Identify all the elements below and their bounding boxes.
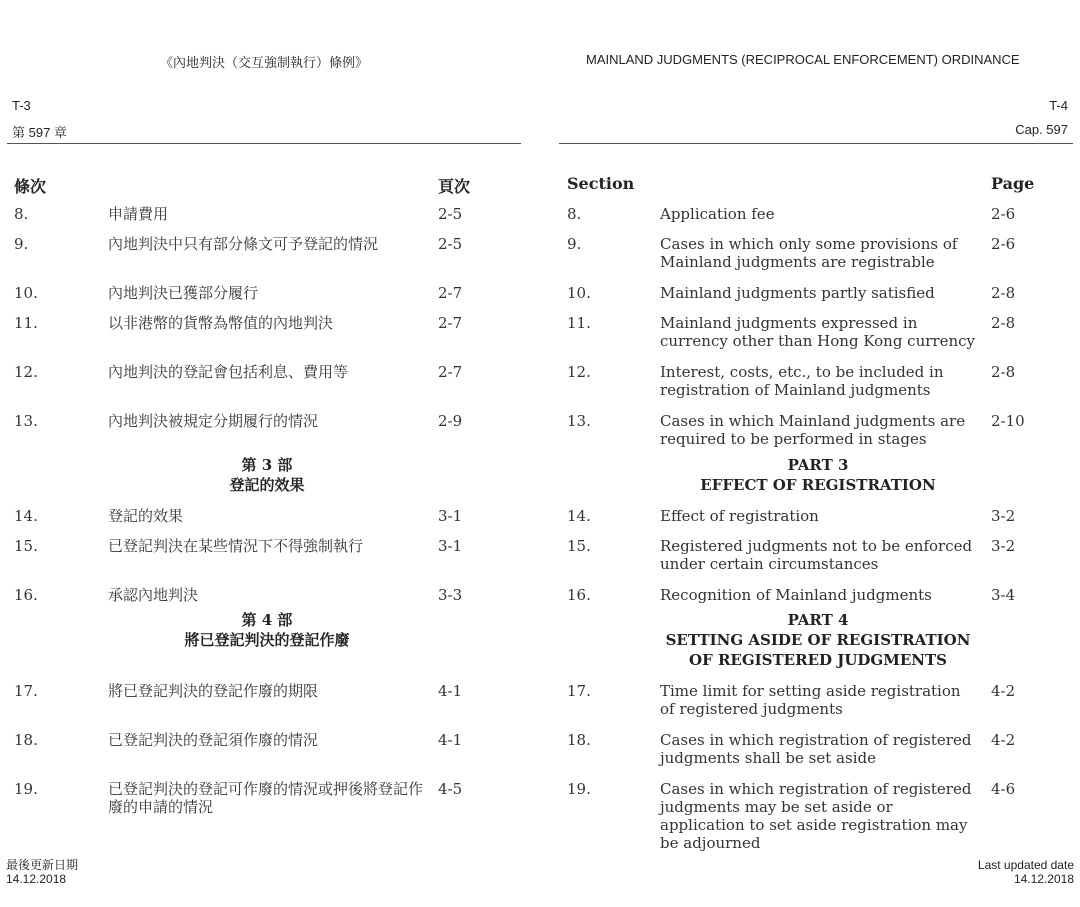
right-row-15-page: 3-2 [991, 537, 1016, 555]
left-col-page-header: 頁次 [438, 177, 471, 196]
left-running-title: 《內地判決（交互強制執行）條例》 [160, 55, 369, 70]
left-row-9-page: 2-5 [438, 235, 463, 253]
left-page-number: T-3 [12, 98, 31, 113]
left-row-9-number: 9. [14, 235, 29, 253]
right-row-19-title: Cases in which registration of registered judgments may be set aside or application to set aside registration may be adjourned [660, 780, 972, 852]
right-row-17-number: 17. [567, 682, 591, 700]
left-row-19-title: 已登記判決的登記可作廢的情況或押後將登記作廢的申請的情況 [108, 780, 424, 816]
right-row-10-number: 10. [567, 284, 591, 302]
right-col-section-header: Section [567, 174, 635, 193]
left-row-14-page: 3-1 [438, 507, 463, 525]
left-row-18-title: 已登記判決的登記須作廢的情況 [108, 731, 319, 749]
left-part3-number: 第 3 部 [241, 456, 293, 474]
right-row-10-page: 2-8 [991, 284, 1016, 302]
left-chapter: 第 597 章 [12, 125, 67, 140]
left-row-8-number: 8. [14, 205, 29, 223]
left-row-11-page: 2-7 [438, 314, 463, 332]
left-row-10-number: 10. [14, 284, 38, 302]
left-row-12-page: 2-7 [438, 363, 463, 381]
left-row-19-number: 19. [14, 780, 38, 798]
left-row-15-title: 已登記判決在某些情況下不得強制執行 [108, 537, 364, 555]
right-row-11-title: Mainland judgments expressed in currency other than Hong Kong currency [660, 314, 975, 350]
left-row-16-title: 承認內地判決 [108, 586, 199, 604]
left-row-12-number: 12. [14, 363, 38, 381]
left-row-16-page: 3-3 [438, 586, 463, 604]
left-part4-heading [108, 610, 426, 650]
right-row-11-number: 11. [567, 314, 591, 332]
left-row-10-title: 內地判決已獲部分履行 [108, 284, 259, 302]
right-row-16-page: 3-4 [991, 586, 1016, 604]
left-row-8-page: 2-5 [438, 205, 463, 223]
right-part3-heading [598, 455, 1038, 495]
right-footer [978, 858, 1074, 886]
right-running-title: MAINLAND JUDGMENTS (RECIPROCAL ENFORCEMENT) ORDINANCE [586, 52, 1020, 67]
right-row-13-page: 2-10 [991, 412, 1025, 430]
left-row-11-title: 以非港幣的貨幣為幣值的內地判決 [108, 314, 334, 332]
right-row-8-page: 2-6 [991, 205, 1016, 223]
right-row-18-title: Cases in which registration of registered judgments shall be set aside [660, 731, 972, 767]
right-row-13-number: 13. [567, 412, 591, 430]
left-row-14-number: 14. [14, 507, 38, 525]
left-col-section-header: 條次 [14, 177, 47, 196]
right-row-12-number: 12. [567, 363, 591, 381]
left-row-10-page: 2-7 [438, 284, 463, 302]
left-footer-date: 14.12.2018 [6, 872, 67, 886]
right-col-page-header: Page [991, 174, 1035, 193]
right-page-number: T-4 [1049, 98, 1068, 113]
left-row-18-number: 18. [14, 731, 38, 749]
left-footer [6, 858, 78, 886]
right-row-16-title: Recognition of Mainland judgments [660, 586, 932, 604]
right-row-11-page: 2-8 [991, 314, 1016, 332]
left-header-rule [7, 143, 521, 144]
right-row-15-number: 15. [567, 537, 591, 555]
left-row-15-page: 3-1 [438, 537, 463, 555]
right-row-14-page: 3-2 [991, 507, 1016, 525]
left-row-18-page: 4-1 [438, 731, 463, 749]
right-row-18-number: 18. [567, 731, 591, 749]
right-chapter: Cap. 597 [1015, 122, 1068, 137]
left-row-11-number: 11. [14, 314, 38, 332]
right-row-9-page: 2-6 [991, 235, 1016, 253]
right-part3-number: PART 3 [787, 456, 849, 474]
right-footer-label: Last updated date [977, 858, 1074, 872]
right-row-10-title: Mainland judgments partly satisfied [660, 284, 935, 302]
right-row-14-title: Effect of registration [660, 507, 819, 525]
left-row-19-page: 4-5 [438, 780, 463, 798]
right-row-15-title: Registered judgments not to be enforced under certain circumstances [660, 537, 973, 573]
right-row-8-title: Application fee [660, 205, 775, 223]
right-row-8-number: 8. [567, 205, 582, 223]
right-row-9-title: Cases in which only some provisions of Mainland judgments are registrable [660, 235, 958, 271]
right-header-rule [559, 143, 1073, 144]
left-row-17-page: 4-1 [438, 682, 463, 700]
left-row-9-title: 內地判決中只有部分條文可予登記的情況 [108, 235, 379, 253]
right-part4-number: PART 4 [787, 611, 849, 629]
right-row-16-number: 16. [567, 586, 591, 604]
right-footer-date: 14.12.2018 [1013, 872, 1074, 886]
right-row-13-title: Cases in which Mainland judgments are required to be performed in stages [660, 412, 966, 448]
right-part4-title-line1: SETTING ASIDE OF REGISTRATION [665, 631, 971, 649]
right-row-19-page: 4-6 [991, 780, 1016, 798]
right-row-17-page: 4-2 [991, 682, 1016, 700]
left-row-17-title: 將已登記判決的登記作廢的期限 [108, 682, 319, 700]
left-row-13-number: 13. [14, 412, 38, 430]
right-row-17-title: Time limit for setting aside registration of registered judgments [660, 682, 961, 718]
left-part4-title: 將已登記判決的登記作廢 [184, 631, 350, 649]
right-row-19-number: 19. [567, 780, 591, 798]
right-row-12-page: 2-8 [991, 363, 1016, 381]
left-footer-label: 最後更新日期 [6, 858, 79, 872]
right-row-18-page: 4-2 [991, 731, 1016, 749]
left-row-13-title: 內地判決被規定分期履行的情況 [108, 412, 319, 430]
left-part3-heading [108, 455, 426, 495]
right-part3-title: EFFECT OF REGISTRATION [700, 476, 936, 494]
left-row-14-title: 登記的效果 [108, 507, 184, 525]
left-row-17-number: 17. [14, 682, 38, 700]
right-part4-title-line2: OF REGISTERED JUDGMENTS [689, 651, 947, 669]
left-row-13-page: 2-9 [438, 412, 463, 430]
left-part3-title: 登記的效果 [229, 476, 305, 494]
right-row-12-title: Interest, costs, etc., to be included in registration of Mainland judgments [660, 363, 944, 399]
left-row-8-title: 申請費用 [108, 205, 169, 223]
left-row-12-title: 內地判決的登記會包括利息、費用等 [108, 363, 349, 381]
right-row-14-number: 14. [567, 507, 591, 525]
right-part4-heading [598, 610, 1038, 670]
left-row-16-number: 16. [14, 586, 38, 604]
left-part4-number: 第 4 部 [241, 611, 293, 629]
right-row-9-number: 9. [567, 235, 582, 253]
left-row-15-number: 15. [14, 537, 38, 555]
